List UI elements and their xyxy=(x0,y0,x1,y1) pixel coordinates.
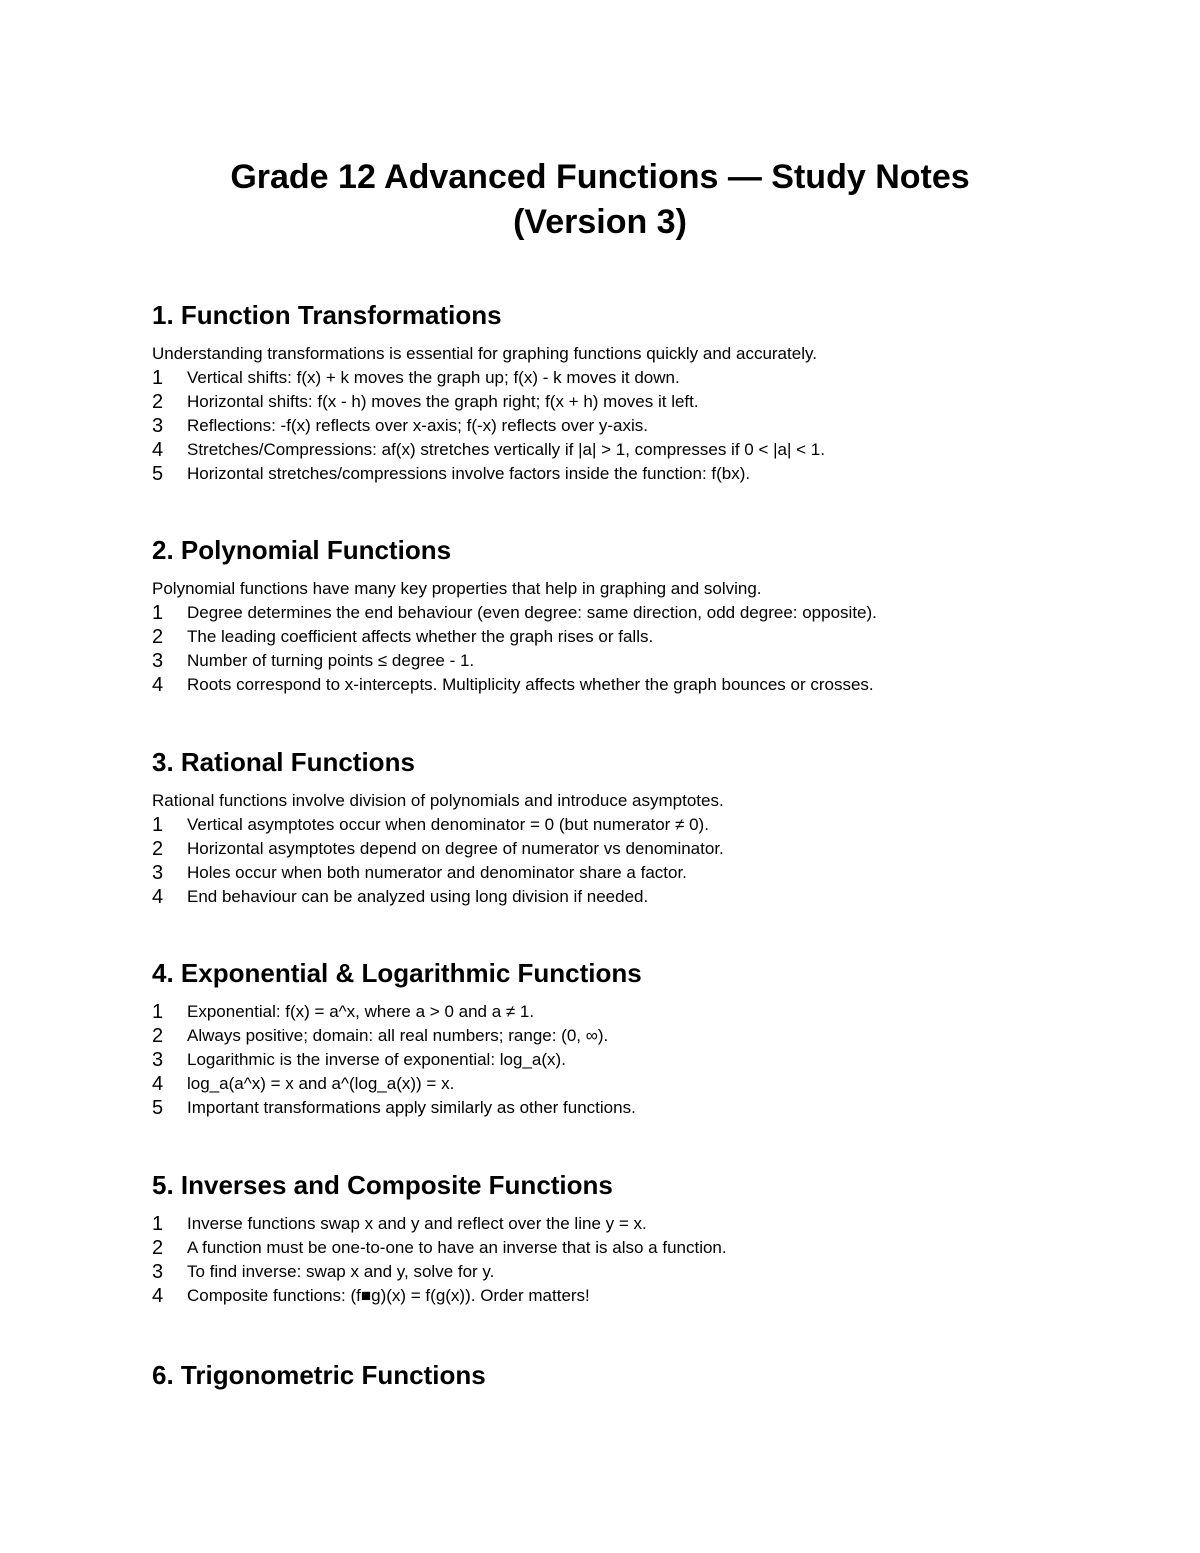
list-text: Vertical shifts: f(x) + k moves the graph up; f(x) - k moves it down. xyxy=(187,368,680,387)
section-intro: Rational functions involve division of polynomials and introduce asymptotes. xyxy=(152,791,724,810)
list-text: A function must be one-to-one to have an inverse that is also a function. xyxy=(187,1238,727,1257)
list-item xyxy=(152,1072,1052,1096)
numbered-list xyxy=(152,1212,1052,1308)
list-text: Inverse functions swap x and y and reflect over the line y = x. xyxy=(187,1214,647,1233)
page-title-line-2: (Version 3) xyxy=(513,203,687,241)
list-item xyxy=(152,673,1052,697)
list-number: 2 xyxy=(152,391,164,413)
list-item xyxy=(152,1212,1052,1236)
page-title-line-1: Grade 12 Advanced Functions — Study Notes xyxy=(230,158,970,196)
list-number: 4 xyxy=(152,886,164,908)
list-text: To find inverse: swap x and y, solve for y. xyxy=(187,1262,495,1281)
list-item xyxy=(152,1284,1052,1308)
list-item xyxy=(152,601,1052,625)
list-text: Number of turning points ≤ degree - 1. xyxy=(187,651,475,670)
list-item xyxy=(152,885,1052,909)
list-item xyxy=(152,1024,1052,1048)
list-number: 2 xyxy=(152,838,164,860)
list-number: 4 xyxy=(152,674,164,696)
list-number: 1 xyxy=(152,602,164,624)
list-text: Logarithmic is the inverse of exponential: log_a(x). xyxy=(187,1050,566,1069)
section-heading: 5. Inverses and Composite Functions xyxy=(152,1170,613,1200)
section-function-transformations xyxy=(152,300,1052,486)
section-intro: Understanding transformations is essential for graphing functions quickly and accurately. xyxy=(152,344,817,363)
list-item xyxy=(152,861,1052,885)
numbered-list xyxy=(152,366,1052,486)
list-number: 1 xyxy=(152,1001,164,1023)
list-text: Roots correspond to x-intercepts. Multiplicity affects whether the graph bounces or crosses. xyxy=(187,675,874,694)
list-number: 3 xyxy=(152,862,164,884)
list-text: The leading coefficient affects whether the graph rises or falls. xyxy=(187,627,654,646)
list-item xyxy=(152,366,1052,390)
list-number: 3 xyxy=(152,1261,164,1283)
list-text: End behaviour can be analyzed using long division if needed. xyxy=(187,887,649,906)
list-text: Important transformations apply similarly as other functions. xyxy=(187,1098,636,1117)
numbered-list xyxy=(152,1000,1052,1120)
section-trigonometric-functions xyxy=(152,1360,1052,1402)
list-text: Always positive; domain: all real numbers; range: (0, ∞). xyxy=(187,1026,609,1045)
list-number: 3 xyxy=(152,650,164,672)
section-polynomial-functions xyxy=(152,535,1052,697)
list-text: Horizontal shifts: f(x - h) moves the graph right; f(x + h) moves it left. xyxy=(187,392,699,411)
section-inverses-composite xyxy=(152,1170,1052,1308)
list-item xyxy=(152,390,1052,414)
list-item xyxy=(152,1000,1052,1024)
list-number: 2 xyxy=(152,626,164,648)
list-text: Composite functions: (f■g)(x) = f(g(x)). Order matters! xyxy=(187,1286,590,1305)
list-number: 1 xyxy=(152,367,164,389)
section-heading: 1. Function Transformations xyxy=(152,300,502,330)
list-number: 3 xyxy=(152,1049,164,1071)
list-item xyxy=(152,1048,1052,1072)
list-item xyxy=(152,438,1052,462)
section-intro: Polynomial functions have many key properties that help in graphing and solving. xyxy=(152,579,762,598)
section-heading: 2. Polynomial Functions xyxy=(152,535,452,565)
list-item xyxy=(152,462,1052,486)
section-heading: 4. Exponential & Logarithmic Functions xyxy=(152,958,642,988)
list-item xyxy=(152,1260,1052,1284)
page-title xyxy=(0,155,1200,245)
list-number: 5 xyxy=(152,463,164,485)
list-item xyxy=(152,837,1052,861)
list-number: 2 xyxy=(152,1237,164,1259)
list-text: Holes occur when both numerator and denominator share a factor. xyxy=(187,863,687,882)
list-text: Reflections: -f(x) reflects over x-axis; f(-x) reflects over y-axis. xyxy=(187,416,648,435)
list-number: 4 xyxy=(152,1285,164,1307)
list-item xyxy=(152,1096,1052,1120)
list-item xyxy=(152,813,1052,837)
list-item xyxy=(152,1236,1052,1260)
list-number: 1 xyxy=(152,1213,164,1235)
list-item xyxy=(152,625,1052,649)
list-number: 2 xyxy=(152,1025,164,1047)
list-number: 3 xyxy=(152,415,164,437)
section-heading: 3. Rational Functions xyxy=(152,747,415,777)
numbered-list xyxy=(152,601,1052,697)
numbered-list xyxy=(152,813,1052,909)
list-text: Vertical asymptotes occur when denominator = 0 (but numerator ≠ 0). xyxy=(187,815,709,834)
list-text: Exponential: f(x) = a^x, where a > 0 and a ≠ 1. xyxy=(187,1002,535,1021)
list-number: 5 xyxy=(152,1097,164,1119)
list-number: 4 xyxy=(152,1073,164,1095)
list-text: log_a(a^x) = x and a^(log_a(x)) = x. xyxy=(187,1074,455,1093)
list-item xyxy=(152,649,1052,673)
list-text: Horizontal stretches/compressions involve factors inside the function: f(bx). xyxy=(187,464,751,483)
list-number: 4 xyxy=(152,439,164,461)
list-item xyxy=(152,414,1052,438)
section-exponential-logarithmic xyxy=(152,958,1052,1120)
list-text: Horizontal asymptotes depend on degree of numerator vs denominator. xyxy=(187,839,724,858)
section-rational-functions xyxy=(152,747,1052,909)
section-heading: 6. Trigonometric Functions xyxy=(152,1360,486,1390)
list-text: Degree determines the end behaviour (even degree: same direction, odd degree: opposite). xyxy=(187,603,877,622)
list-number: 1 xyxy=(152,814,164,836)
list-text: Stretches/Compressions: af(x) stretches vertically if |a| > 1, compresses if 0 < |a| < 1. xyxy=(187,440,825,459)
